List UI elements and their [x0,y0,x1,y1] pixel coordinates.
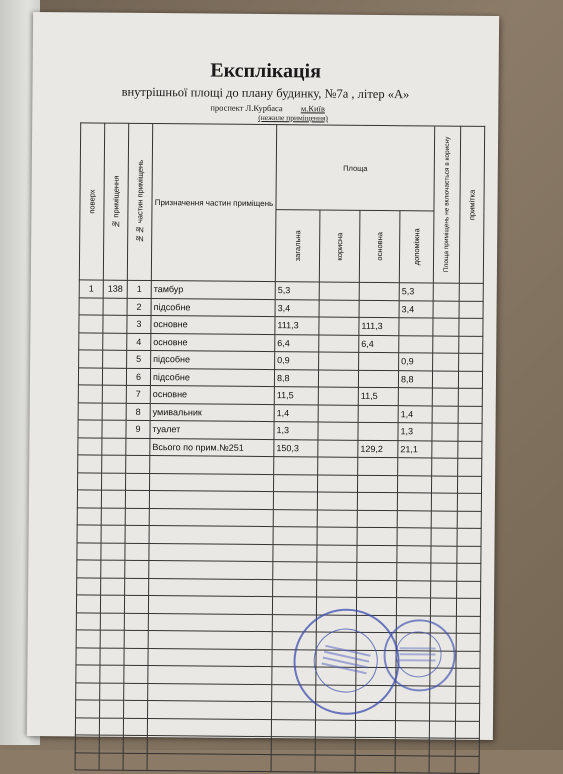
table-cell [318,457,358,475]
table-cell: 7 [126,385,150,403]
table-cell [273,474,317,492]
table-cell [273,492,317,510]
table-cell [99,735,123,753]
table-cell [149,543,273,562]
round-seal-stamp [383,619,456,692]
table-cell [78,367,102,385]
table-cell [457,476,481,494]
table-cell [431,475,457,493]
table-cell [102,385,126,403]
table-cell [124,665,148,683]
table-cell [455,703,479,721]
table-cell [103,298,127,316]
table-cell [355,737,395,755]
table-cell [459,283,483,301]
table-cell [355,720,395,738]
header-purpose: Призначення частин приміщень [151,124,276,282]
table-cell [398,458,432,476]
table-cell [395,720,429,738]
table-cell [149,508,273,527]
table-cell [99,718,123,736]
table-cell [78,402,102,420]
table-cell: туалет [150,421,274,440]
table-cell [271,754,315,772]
table-cell [101,578,125,596]
table-cell [78,437,102,455]
table-cell [317,492,357,510]
header-area: Площа [276,125,435,211]
table-cell [357,580,397,598]
table-cell [458,406,482,424]
table-cell [77,507,101,525]
table-cell [456,616,480,634]
table-cell [432,440,458,458]
table-cell [317,544,357,562]
table-cell [150,456,274,475]
table-cell: 8,8 [398,370,432,388]
empty-row [75,752,479,773]
table-cell [399,335,433,353]
table-cell [102,420,126,438]
table-cell [125,578,149,596]
table-cell [273,579,317,597]
table-cell [459,318,483,336]
table-cell: 6,4 [275,334,319,352]
table-cell [430,703,456,721]
table-cell: 1,4 [274,404,318,422]
table-cell [271,719,315,737]
table-cell: 111,3 [359,317,399,335]
table-cell [397,580,431,598]
table-cell [455,721,479,739]
table-cell: 5,3 [275,282,319,300]
table-cell [431,510,457,528]
table-cell [431,563,457,581]
header-total: загальна [275,210,320,282]
header-aux: допоміжна [399,211,434,283]
table-cell: 11,5 [274,387,318,405]
table-cell [432,370,458,388]
table-cell [432,458,458,476]
table-cell [76,595,100,613]
table-cell [124,648,148,666]
table-cell [318,369,358,387]
table-cell [125,490,149,508]
table-cell: 6 [126,368,150,386]
table-cell [357,492,397,510]
table-cell: 129,2 [358,440,398,458]
table-cell [358,422,398,440]
table-cell [125,508,149,526]
table-cell [271,737,315,755]
header-note: примітка [459,126,484,283]
table-cell [357,562,397,580]
table-cell [147,736,271,755]
table-cell [78,420,102,438]
header-useful: корисна [319,210,360,282]
table-cell: тамбур [151,281,275,300]
table-cell: Всього по прим.№251 [150,438,274,457]
table-cell: 0,9 [275,352,319,370]
table-cell [458,371,482,389]
table-cell: 111,3 [275,317,319,335]
table-cell [315,737,355,755]
table-cell [100,630,124,648]
table-cell [457,546,481,564]
table-cell [318,404,358,422]
table-cell [78,385,102,403]
table-cell [148,683,272,702]
table-cell: 1 [127,280,151,298]
table-cell [77,560,101,578]
table-cell [100,648,124,666]
table-cell [79,332,103,350]
header-floor: поверх [79,123,104,280]
table-cell [318,439,358,457]
table-cell: підсобне [151,298,275,317]
table-cell [273,509,317,527]
table-cell [76,647,100,665]
table-cell [123,735,147,753]
table-cell: 9 [126,420,150,438]
table-cell [317,509,357,527]
table-cell [125,473,149,491]
table-cell [397,563,431,581]
table-cell [359,352,399,370]
table-cell [100,683,124,701]
table-cell [272,597,316,615]
table-cell [433,318,459,336]
table-cell [149,491,273,510]
table-cell [432,423,458,441]
table-cell [458,423,482,441]
table-cell [149,561,273,580]
table-cell [457,528,481,546]
table-cell [100,665,124,683]
table-cell: 3,4 [275,299,319,317]
table-cell [272,702,316,720]
table-cell [459,336,483,354]
table-cell [315,719,355,737]
table-cell [459,353,483,371]
table-cell [148,701,272,720]
table-cell [76,682,100,700]
table-cell [458,458,482,476]
table-cell [76,630,100,648]
table-cell [126,438,150,456]
table-cell [77,472,101,490]
table-cell [103,333,127,351]
table-cell [125,525,149,543]
table-cell [358,457,398,475]
table-cell [457,563,481,581]
table-cell [456,686,480,704]
table-cell [148,648,272,667]
address-street: проспект Л.Курбаса [210,102,283,114]
table-cell: 5 [127,350,151,368]
table-cell [456,651,480,669]
table-cell [357,527,397,545]
table-cell [396,703,430,721]
table-cell [78,455,102,473]
header-excluded: Площа приміщень не включається в корисну [433,126,460,283]
table-cell [319,352,359,370]
table-cell: 8 [126,403,150,421]
table-cell: 4 [127,333,151,351]
table-cell: 1,4 [398,405,432,423]
document-title: Експлікація [210,59,322,83]
table-cell [124,630,148,648]
table-cell [429,720,455,738]
table-cell [395,738,429,756]
table-cell [77,542,101,560]
table-cell [319,282,359,300]
table-cell [317,562,357,580]
table-cell [319,299,359,317]
table-cell [125,543,149,561]
table-cell: 1 [79,280,103,298]
table-cell [100,700,124,718]
table-cell [433,300,459,318]
table-cell: 0,9 [399,353,433,371]
table-cell: підсобне [150,368,274,387]
table-cell [149,526,273,545]
table-cell [458,388,482,406]
table-cell [433,335,459,353]
table-cell [318,422,358,440]
table-cell: 3 [127,315,151,333]
table-cell [79,297,103,315]
document-page [27,12,499,740]
table-cell [456,633,480,651]
table-cell [100,595,124,613]
table-cell [79,350,103,368]
table-cell [357,545,397,563]
table-cell [101,525,125,543]
table-cell [124,700,148,718]
table-cell [124,683,148,701]
table-cell [429,738,455,756]
table-cell [433,283,459,301]
header-room-no: № приміщення [103,123,128,280]
address-line [210,103,325,114]
table-cell [101,508,125,526]
table-cell [457,493,481,511]
table-cell [101,473,125,491]
table-cell [123,753,147,771]
table-cell [124,595,148,613]
table-cell [148,596,272,615]
table-cell [399,318,433,336]
table-cell [456,668,480,686]
header-main: основна [359,210,400,282]
table-cell [397,545,431,563]
table-cell: 3,4 [399,300,433,318]
table-cell [77,577,101,595]
table-cell [319,317,359,335]
table-cell: підсобне [151,351,275,370]
table-cell [125,560,149,578]
table-cell [430,598,456,616]
table-cell [358,405,398,423]
table-cell [76,612,100,630]
table-cell [102,368,126,386]
table-cell [455,738,479,756]
table-cell [79,315,103,333]
table-cell [103,315,127,333]
table-cell: 1,3 [274,422,318,440]
table-cell: 21,1 [398,440,432,458]
address-note: (нежиле приміщення) [258,112,328,123]
table-cell [273,527,317,545]
table-cell: умивальник [150,403,274,422]
table-cell [357,475,397,493]
table-cell [102,403,126,421]
table-cell [457,511,481,529]
table-cell [273,544,317,562]
table-cell [455,756,479,774]
table-cell [317,579,357,597]
table-cell [397,475,431,493]
table-cell: основне [150,386,274,405]
table-cell [319,334,359,352]
table-cell [124,613,148,631]
table-cell [101,560,125,578]
table-cell [274,457,318,475]
table-cell [75,752,99,770]
table-cell [77,525,101,543]
table-cell [397,510,431,528]
table-cell [273,562,317,580]
table-cell: 11,5 [358,387,398,405]
table-cell [397,528,431,546]
table-cell [149,578,273,597]
table-cell: 6,4 [359,335,399,353]
table-cell: 5,3 [399,283,433,301]
table-cell: основне [151,316,275,335]
table-cell [102,455,126,473]
table-cell: 138 [103,280,127,298]
table-cell [359,282,399,300]
table-cell [433,353,459,371]
table-cell [431,493,457,511]
table-cell [432,405,458,423]
table-cell [149,473,273,492]
address-city: м.Київ [300,103,326,114]
header-part-no: №№ частин приміщень [127,123,152,280]
table-cell [77,490,101,508]
table-cell [359,300,399,318]
table-cell [357,510,397,528]
table-cell [76,665,100,683]
table-cell [431,545,457,563]
table-cell [396,598,430,616]
table-cell [148,631,272,650]
table-cell: 8,8 [274,369,318,387]
table-cell [431,580,457,598]
table-cell: основне [151,333,275,352]
table-cell [76,700,100,718]
document-subtitle: внутрішньої площі до плану будинку, №7а , літер «А» [121,84,410,102]
table-cell [358,370,398,388]
table-cell [456,598,480,616]
table-cell [317,474,357,492]
table-cell [398,388,432,406]
table-cell [315,754,355,772]
table-cell [101,543,125,561]
table-cell [355,755,395,773]
table-cell [126,455,150,473]
table-cell [102,438,126,456]
table-cell [431,528,457,546]
table-cell [147,753,271,772]
table-cell [457,581,481,599]
table-cell [459,301,483,319]
table-cell [75,717,99,735]
table-cell [148,666,272,685]
table-cell [317,527,357,545]
table-cell [458,441,482,459]
table-cell [101,490,125,508]
table-cell [103,350,127,368]
table-cell [432,388,458,406]
table-cell [397,493,431,511]
table-cell [99,753,123,771]
table-cell: 150,3 [274,439,318,457]
table-cell [100,613,124,631]
table-cell: 1,3 [398,423,432,441]
table-body [75,280,483,774]
table-cell [147,718,271,737]
table-cell [395,755,429,773]
table-cell [318,387,358,405]
table-cell [148,613,272,632]
table-cell: 2 [127,298,151,316]
table-cell [123,718,147,736]
table-cell [429,755,455,773]
